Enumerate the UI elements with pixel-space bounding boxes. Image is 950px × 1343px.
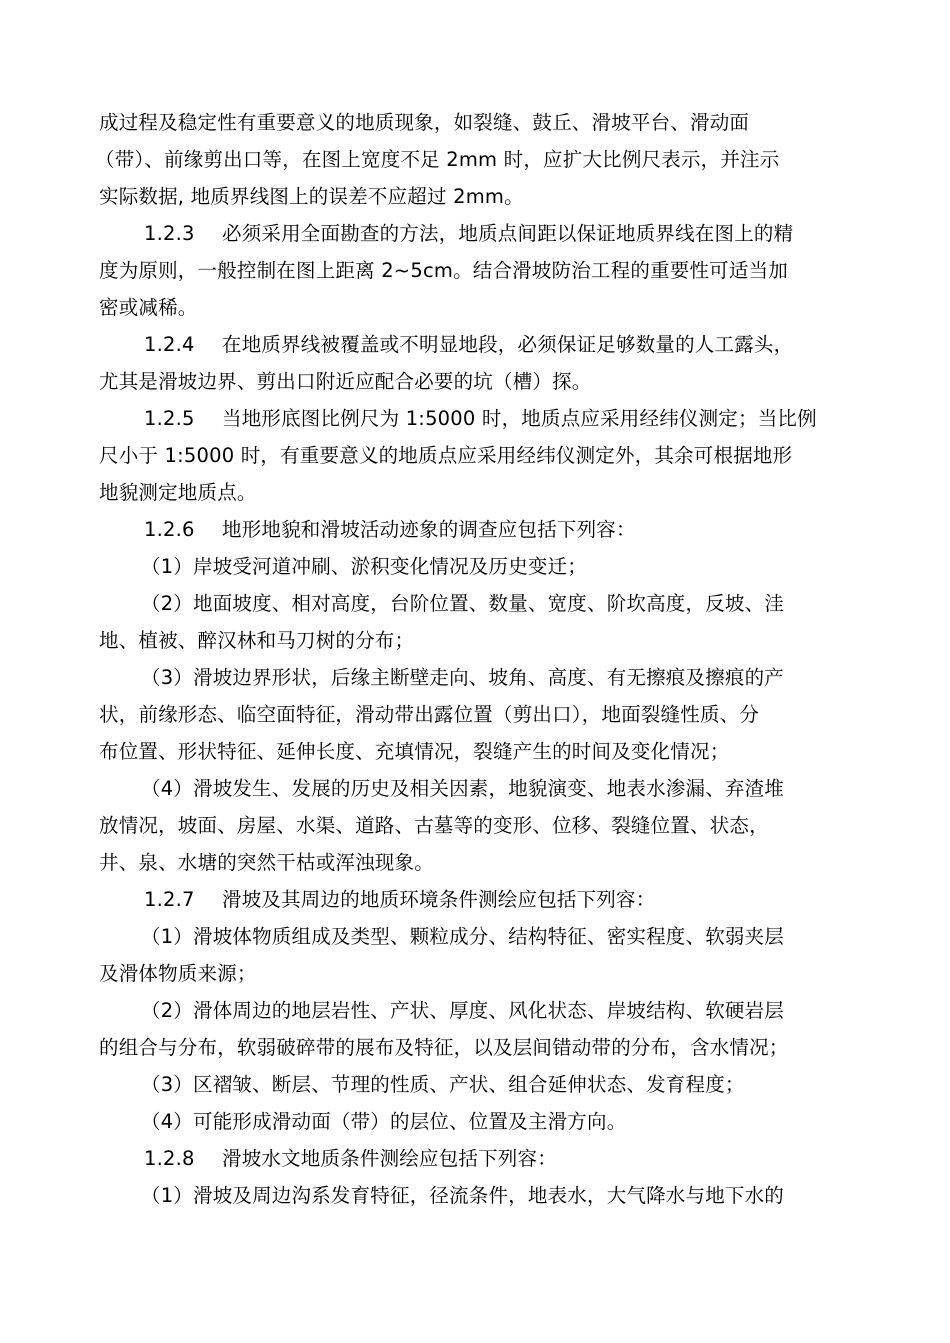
section-number: 1.2.5 <box>144 407 195 430</box>
section-number: 1.2.4 <box>144 333 195 356</box>
text-line: 尤其是滑坡边界、剪出口附近应配合必要的坑（槽）探。 <box>99 370 592 393</box>
section-1-2-6 <box>144 515 636 545</box>
text-line: 地形地貌和滑坡活动迹象的调查应包括下列容： <box>222 518 636 541</box>
section-1-2-5 <box>144 404 817 434</box>
list-item: （3）滑坡边界形状，后缘主断壁走向、坡角、高度、有无擦痕及擦痕的产 <box>141 666 785 689</box>
text-line: 必须采用全面勘查的方法，地质点间距以保证地质界线在图上的精 <box>222 222 794 245</box>
text-line: 滑坡水文地质条件测绘应包括下列容： <box>222 1147 557 1170</box>
text-line: 井、泉、水塘的突然干枯或浑浊现象。 <box>99 851 434 874</box>
text-line: 地、植被、醉汉林和马刀树的分布； <box>99 629 415 652</box>
list-item: （4）可能形成滑动面（带）的层位、位置及主滑方向。 <box>141 1110 627 1133</box>
section-1-2-3 <box>144 219 793 249</box>
list-item: （3）区褶皱、断层、节理的性质、产状、组合延伸状态、发育程度； <box>141 1073 745 1096</box>
text-line: 成过程及稳定性有重要意义的地质现象，如裂缝、鼓丘、滑坡平台、滑动面 <box>99 111 750 134</box>
list-item: （4）滑坡发生、发展的历史及相关因素，地貌演变、地表水渗漏、弃渣堆 <box>141 777 785 800</box>
section-number: 1.2.8 <box>144 1147 195 1170</box>
text-line: 布位置、形状特征、延伸长度、充填情况，裂缝产生的时间及变化情况； <box>99 740 730 763</box>
text-line: 在地质界线被覆盖或不明显地段，必须保证足够数量的人工露头， <box>222 333 794 356</box>
list-item: （1）岸坡受河道冲刷、淤积变化情况及历史变迁； <box>141 555 588 578</box>
text-line: 及滑体物质来源； <box>99 962 257 985</box>
text-line: 尺小于 1:5000 时，有重要意义的地质点应采用经纬仪测定外，其余可根据地形 <box>99 444 793 467</box>
section-number: 1.2.7 <box>144 888 195 911</box>
text-line: 的组合与分布，软弱破碎带的展布及特征，以及层间错动带的分布，含水情况； <box>99 1036 789 1059</box>
section-number: 1.2.6 <box>144 518 195 541</box>
section-1-2-4 <box>144 330 793 360</box>
text-line: （带）、前缘剪出口等，在图上宽度不足 2mm 时，应扩大比例尺表示，并注示 <box>95 148 780 171</box>
text-line: 密或减稀。 <box>99 296 198 319</box>
text-line: 滑坡及其周边的地质环境条件测绘应包括下列容： <box>222 888 656 911</box>
text-line: 状，前缘形态、临空面特征，滑动带出露位置（剪出口），地面裂缝性质、分 <box>99 703 760 726</box>
section-1-2-7 <box>144 885 655 915</box>
list-item: （1）滑坡及周边沟系发育特征，径流条件，地表水，大气降水与地下水的 <box>141 1184 785 1207</box>
text-line: 放情况，坡面、房屋、水渠、道路、古墓等的变形、位移、裂缝位置、状态， <box>99 814 769 837</box>
section-number: 1.2.3 <box>144 222 195 245</box>
list-item: （2）地面坡度、相对高度，台阶位置、数量、宽度、阶坎高度，反坡、洼 <box>141 592 785 615</box>
list-item: （2）滑体周边的地层岩性、产状、厚度、风化状态、岸坡结构、软硬岩层 <box>141 999 785 1022</box>
section-1-2-8 <box>144 1144 557 1174</box>
text-line: 实际数据, 地质界线图上的误差不应超过 2mm。 <box>99 185 524 208</box>
text-line: 地貌测定地质点。 <box>99 481 257 504</box>
text-line: 度为原则，一般控制在图上距离 2~5cm。结合滑坡防治工程的重要性可适当加 <box>99 259 788 282</box>
list-item: （1）滑坡体物质组成及类型、颗粒成分、结构特征、密实程度、软弱夹层 <box>141 925 785 948</box>
text-line: 当地形底图比例尺为 1:5000 时，地质点应采用经纬仪测定；当比例 <box>222 407 817 430</box>
